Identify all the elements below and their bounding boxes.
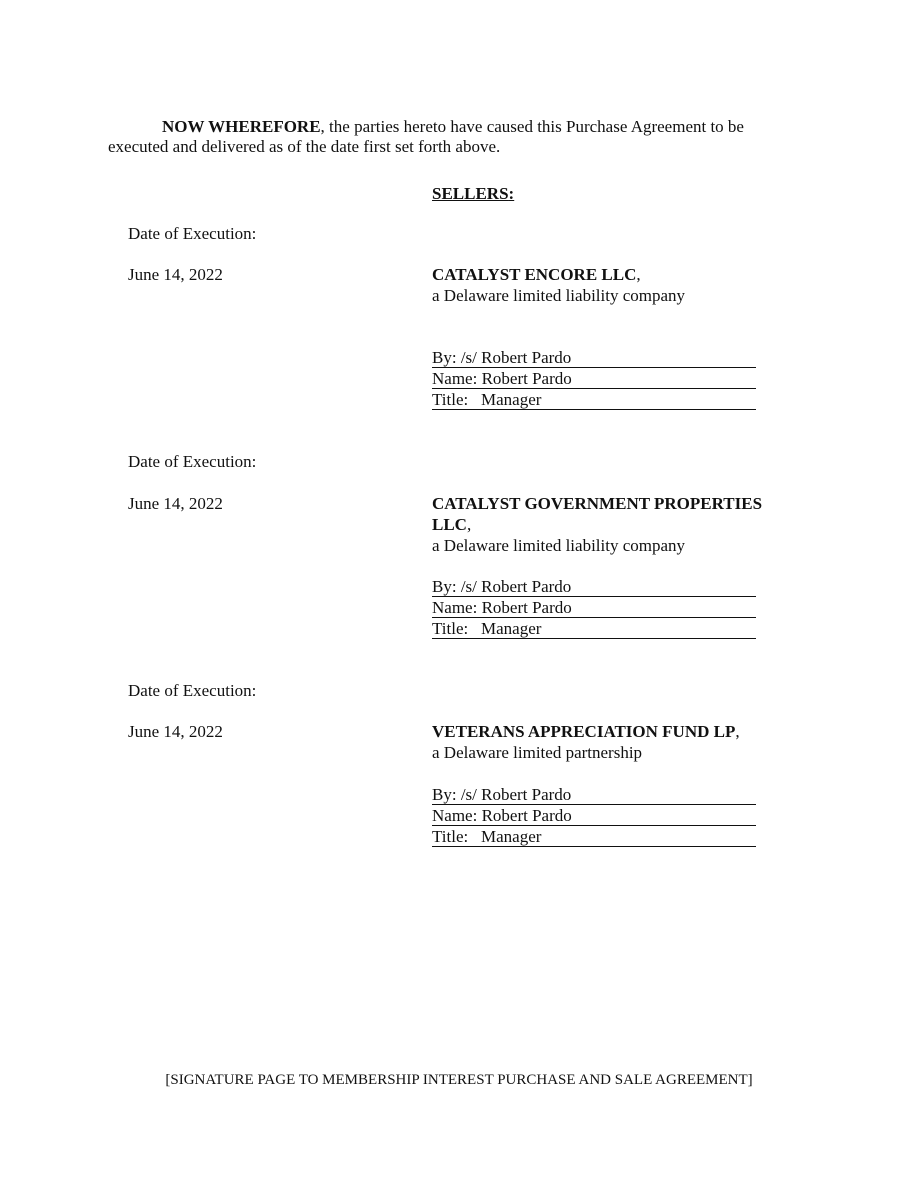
signature-title-line	[432, 826, 756, 847]
entity-name-continued	[432, 514, 471, 535]
entity-name	[432, 264, 641, 285]
sellers-heading	[432, 183, 514, 204]
date-of-execution-label: Date of Execution:	[128, 452, 257, 471]
entity-name-bold: VETERANS APPRECIATION FUND LP	[432, 722, 736, 741]
title-label: Title:	[432, 390, 469, 409]
date-of-execution-value: June 14, 2022	[128, 722, 223, 741]
signature-title-line	[432, 389, 756, 410]
signature-title-line	[432, 618, 756, 639]
name-label: Name:	[432, 369, 478, 388]
entity-name-cont-bold: LLC	[432, 515, 467, 534]
title-value: Manager	[468, 619, 542, 638]
title-label: Title:	[432, 827, 469, 846]
by-label: By:	[432, 577, 457, 596]
signature-by-line	[432, 576, 756, 597]
signature-name-line	[432, 597, 756, 618]
by-label: By:	[432, 348, 457, 367]
sellers-heading-text: SELLERS	[432, 184, 509, 203]
intro-lead-bold: NOW WHEREFORE	[162, 117, 321, 136]
intro-line-1	[162, 116, 744, 137]
signature-name-line	[432, 805, 756, 826]
date-of-execution-label: Date of Execution:	[128, 681, 257, 700]
name-label: Name:	[432, 598, 478, 617]
intro-line-2: executed and delivered as of the date first set forth above.	[108, 137, 501, 156]
name-value: Robert Pardo	[477, 806, 572, 825]
date-of-execution-value: June 14, 2022	[128, 265, 223, 284]
entity-name-comma: ,	[735, 722, 740, 741]
entity-name	[432, 721, 740, 742]
entity-name	[432, 493, 762, 514]
entity-description: a Delaware limited liability company	[432, 286, 686, 305]
date-of-execution-label: Date of Execution:	[128, 224, 257, 243]
signature-name-line	[432, 368, 756, 389]
sellers-heading-colon: :	[508, 184, 515, 203]
by-label: By:	[432, 785, 457, 804]
entity-name-comma: ,	[636, 265, 641, 284]
by-value: /s/ Robert Pardo	[456, 785, 572, 804]
entity-name-bold: CATALYST ENCORE LLC	[432, 265, 637, 284]
entity-name-comma: ,	[466, 515, 472, 534]
intro-line-1-rest: , the parties hereto have caused this Purchase Agreement to be	[320, 117, 744, 136]
title-value: Manager	[468, 390, 542, 409]
signature-by-line	[432, 347, 756, 368]
by-value: /s/ Robert Pardo	[456, 577, 572, 596]
name-label: Name:	[432, 806, 478, 825]
name-value: Robert Pardo	[477, 369, 572, 388]
date-of-execution-value: June 14, 2022	[128, 494, 223, 513]
entity-name-bold: CATALYST GOVERNMENT PROPERTIES	[432, 494, 763, 513]
signature-page-footer: [SIGNATURE PAGE TO MEMBERSHIP INTEREST PURCHASE AND SALE AGREEMENT]	[165, 1072, 753, 1088]
signature-by-line	[432, 784, 756, 805]
entity-description: a Delaware limited partnership	[432, 743, 643, 762]
name-value: Robert Pardo	[477, 598, 572, 617]
by-value: /s/ Robert Pardo	[456, 348, 572, 367]
title-label: Title:	[432, 619, 469, 638]
entity-description: a Delaware limited liability company	[432, 536, 686, 555]
title-value: Manager	[468, 827, 542, 846]
